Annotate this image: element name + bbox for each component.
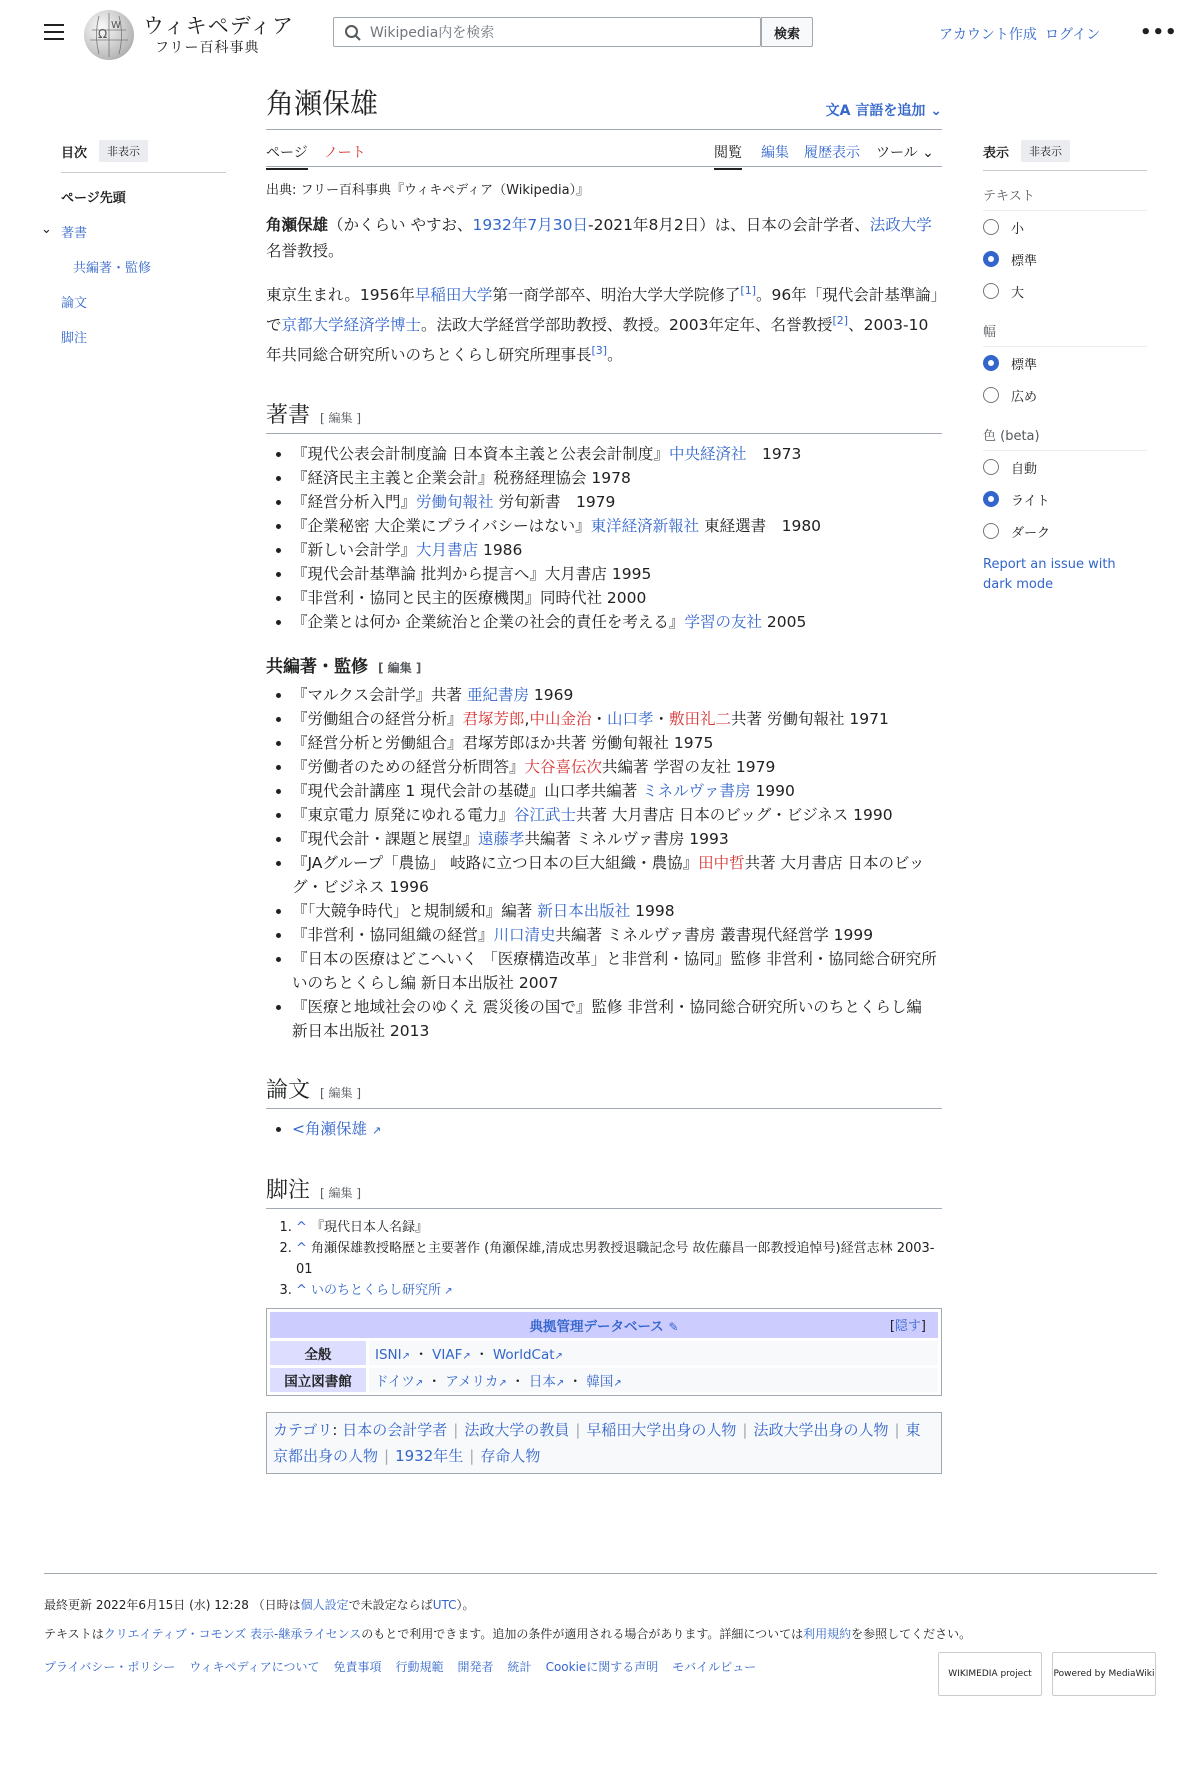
categories-link[interactable]: カテゴリ — [273, 1421, 333, 1440]
ref-1[interactable]: [1] — [740, 284, 757, 297]
toc-item-papers[interactable]: 論文 — [61, 296, 88, 311]
book-item: • 『現代公表会計制度論 日本資本主義と公表会計制度』中央経済社 1973 — [292, 442, 942, 466]
footer-link[interactable]: 免責事項 — [333, 1660, 382, 1674]
backref-caret[interactable]: ^ — [296, 1220, 312, 1236]
external-link-icon: ↗ — [554, 1351, 563, 1363]
site-wordmark[interactable]: ウィキペディア — [143, 14, 295, 38]
chevron-down-icon[interactable]: ⌄ — [41, 222, 52, 237]
book-item: • 『現代会計基準論 批判から提言へ』大月書店 1995 — [292, 562, 942, 586]
book-item: • 『経済民主主義と企業会計』税務経理協会 1978 — [292, 466, 942, 490]
page-footer — [44, 1573, 1157, 1679]
waseda-link[interactable]: 早稲田大学 — [414, 286, 493, 305]
section-notes: 脚注 [ 編集 ] — [266, 1173, 942, 1209]
footer-link[interactable]: Cookieに関する声明 — [545, 1660, 659, 1674]
table-of-contents — [41, 140, 226, 346]
width-standard[interactable]: 標準 — [983, 347, 1147, 379]
section-books: 著書 [ 編集 ] — [266, 398, 942, 434]
site-tagline: フリー百科事典 — [155, 40, 260, 56]
tab-page[interactable]: ページ — [266, 142, 308, 170]
width-label: 幅 — [983, 311, 1147, 347]
books-list — [266, 442, 942, 634]
kyoto-doctor-link[interactable]: 京都大学経済学博士 — [281, 316, 422, 335]
bio-paragraph: 東京生まれ。1956年早稲田大学第一商学部卒、明治大学大学院修了[1]。96年「現代会計基準論」で京都大学経済学博士。法政大学経営学部助教授、教授。2003年定年、名誉教授[2]、2003-10年共同総合研究所いのちとくらし研究所理事長[3]。 — [266, 284, 939, 365]
category-link[interactable]: 法政大学出身の人物 — [753, 1421, 889, 1440]
license-link[interactable]: クリエイティブ・コモンズ 表示-継承ライセンス — [103, 1627, 362, 1641]
article-content — [266, 86, 942, 1474]
category-separator: | — [894, 1421, 900, 1440]
backref-caret[interactable]: ^ — [296, 1241, 312, 1257]
coedited-item: • 『労働組合の経営分析』君塚芳郎,中山金治・山口孝・敷田礼二共著 労働旬報社 1971 — [292, 707, 942, 731]
book-item: • 『経営分析入門』労働旬報社 労旬新書 1979 — [292, 490, 942, 514]
coedited-item: • 『非営利・協同組織の経営』川口清史共編著 ミネルヴァ書房 叢書現代経営学 1999 — [292, 923, 942, 947]
book-item: • 『新しい会計学』大月書店 1986 — [292, 538, 942, 562]
footer-link[interactable]: 開発者 — [457, 1660, 494, 1674]
authority-link[interactable]: ISNI — [375, 1347, 402, 1364]
mediawiki-badge[interactable]: Powered by MediaWiki — [1052, 1652, 1156, 1696]
category-separator: | — [384, 1447, 390, 1466]
coedited-item: • 『「大競争時代」と規制緩和』編著 新日本出版社 1998 — [292, 899, 942, 923]
coedited-item: • 『東京電力 原発にゆれる電力』谷江武士共著 大月書店 日本のビッグ・ビジネス 1990 — [292, 803, 942, 827]
tab-read[interactable]: 閲覧 — [714, 142, 742, 170]
person-or-publisher-link[interactable]: 山口孝 — [607, 710, 654, 729]
authority-title[interactable]: 典拠管理データベース — [529, 1319, 664, 1336]
section-papers: 論文 [ 編集 ] — [266, 1073, 942, 1109]
category-link[interactable]: 早稲田大学出身の人物 — [586, 1421, 737, 1440]
more-options-icon[interactable]: ••• — [1140, 22, 1178, 43]
notes-list — [266, 1217, 942, 1302]
edit-coedited-link[interactable]: [ 編集 ] — [378, 661, 422, 676]
category-link[interactable]: 東京都出身の人物 — [273, 1421, 921, 1466]
text-size-large[interactable]: 大 — [983, 275, 1147, 307]
color-dark[interactable]: ダーク — [983, 515, 1147, 547]
book-publisher-link[interactable]: 大月書店 — [416, 541, 479, 560]
list-item — [292, 1117, 942, 1143]
external-link-icon: ↗ — [414, 1378, 424, 1390]
section-coedited: 共編著・監修 [ 編集 ] — [266, 657, 422, 678]
coedited-item: • 『医療と地域社会のゆくえ 震災後の国で』監修 非営利・協同総合研究所いのちとくらし編 新日本出版社 2013 — [292, 995, 942, 1043]
category-link[interactable]: 1932年生 — [395, 1447, 464, 1466]
external-link-icon: ↗ — [441, 1286, 453, 1298]
coedited-item: • 『日本の医療はどこへいく 「医療構造改革」と非営利・協同』監修 非営利・協同総合研究所いのちとくらし編 新日本出版社 2007 — [292, 947, 942, 995]
edit-books-link[interactable]: [ 編集 ] — [320, 411, 362, 426]
external-link-icon: ↗ — [371, 1124, 382, 1138]
person-or-publisher-link[interactable]: 新日本出版社 — [537, 902, 631, 921]
coedited-item: • 『労働者のための経営分析問答』大谷喜伝次共編著 学習の友社 1979 — [292, 755, 942, 779]
authority-link[interactable]: VIAF — [432, 1347, 463, 1364]
person-or-publisher-link[interactable]: 大谷喜伝次 — [524, 758, 603, 777]
search-button[interactable]: 検索 — [761, 17, 813, 47]
person-or-publisher-link[interactable]: 遠藤孝 — [478, 830, 525, 849]
authority-link[interactable]: 日本 — [528, 1374, 556, 1391]
book-item: • 『企業とは何か 企業統治と企業の社会的責任を考える』学習の友社 2005 — [292, 610, 942, 634]
book-item: • 『企業秘密 大企業にプライバシーはない』東洋経済新報社 東経選書 1980 — [292, 514, 942, 538]
ref-3[interactable]: [3] — [591, 344, 608, 358]
external-link-icon: ↗ — [613, 1378, 622, 1390]
authority-general-links: ISNI↗ ・ VIAF↗ ・ WorldCat↗ — [369, 1341, 938, 1365]
tab-edit[interactable]: 編集 — [761, 145, 789, 161]
login-link[interactable]: ログイン — [1045, 27, 1101, 43]
search-box — [333, 17, 761, 47]
width-wide[interactable]: 広め — [983, 379, 1147, 411]
toc-hide-button[interactable]: 非表示 — [99, 140, 148, 162]
terms-link[interactable]: 利用規約 — [803, 1627, 852, 1641]
text-size-small[interactable]: 小 — [983, 211, 1147, 243]
authority-link[interactable]: ドイツ — [375, 1374, 415, 1391]
pencil-icon[interactable]: ✎ — [668, 1320, 679, 1335]
color-label: 色 (beta) — [983, 415, 1147, 451]
tab-talk[interactable]: ノート — [324, 145, 366, 161]
authority-hide-link[interactable]: 隠す — [894, 1319, 921, 1335]
person-or-publisher-link[interactable]: 田中哲 — [698, 854, 745, 873]
search-icon — [344, 24, 362, 42]
note-item — [296, 1280, 942, 1302]
panel-title: 表示 — [983, 145, 1010, 161]
add-language-button[interactable]: 文A 言語を追加 ⌄ — [825, 103, 942, 119]
category-separator: | — [469, 1447, 475, 1466]
note-external-link[interactable]: いのちとくらし研究所 — [311, 1283, 442, 1299]
category-link[interactable]: 法政大学の教員 — [464, 1421, 570, 1440]
page-tabs — [266, 130, 942, 167]
authority-link[interactable]: 韓国 — [586, 1374, 614, 1391]
coedited-item: • 『現代会計講座 1 現代会計の基礎』山口孝共編著 ミネルヴァ書房 1990 — [292, 779, 942, 803]
footer-link[interactable]: ウィキペディアについて — [189, 1660, 320, 1674]
person-or-publisher-link[interactable]: 川口清史 — [493, 926, 556, 945]
footer-link[interactable]: プライバシー・ポリシー — [44, 1660, 176, 1674]
wikipedia-globe-logo[interactable] — [84, 10, 134, 60]
book-publisher-link[interactable]: 学習の友社 — [684, 613, 762, 632]
category-link[interactable]: 存命人物 — [480, 1447, 541, 1466]
tab-tools[interactable]: ツール ⌄ — [876, 145, 934, 161]
category-separator: | — [742, 1421, 748, 1440]
person-or-publisher-link[interactable]: ミネルヴァ書房 — [642, 782, 751, 801]
birth-date-link[interactable]: 1932年7月30日 — [472, 216, 588, 234]
utc-link[interactable]: UTC — [432, 1598, 457, 1612]
color-light[interactable]: ライト — [983, 483, 1147, 515]
paper-external-link[interactable]: <角瀬保雄 — [292, 1120, 367, 1139]
footer-link[interactable]: 行動規範 — [395, 1660, 444, 1674]
book-publisher-link[interactable]: 中央経済社 — [668, 445, 747, 464]
last-updated: 最終更新 2022年6月15日 (水) 12:28 （日時は個人設定で未設定ならばUTC）。 — [44, 1598, 475, 1612]
footer-link[interactable]: モバイルビュー — [672, 1660, 757, 1674]
category-separator: | — [575, 1421, 581, 1440]
coedited-item: • 『経営分析と労働組合』君塚芳郎ほか共著 労働旬報社 1975 — [292, 731, 942, 755]
person-or-publisher-link[interactable]: 亜紀書房 — [466, 686, 529, 705]
edit-papers-link[interactable]: [ 編集 ] — [320, 1086, 362, 1101]
color-auto[interactable]: 自動 — [983, 451, 1147, 483]
external-link-icon: ↗ — [401, 1351, 411, 1363]
ref-2[interactable]: [2] — [832, 314, 849, 328]
person-or-publisher-link[interactable]: 敷田礼二 — [669, 710, 732, 729]
person-or-publisher-link[interactable]: 谷江武士 — [513, 806, 576, 825]
coedited-item: • 『現代会計・課題と展望』遠藤孝共編著 ミネルヴァ書房 1993 — [292, 827, 942, 851]
main-menu-icon[interactable] — [44, 24, 64, 40]
page-title: 角瀬保雄 — [266, 86, 942, 130]
coedited-item: • 『マルクス会計学』共著 亜紀書房 1969 — [292, 683, 942, 707]
category-separator: | — [453, 1421, 459, 1440]
text-size-standard[interactable]: 標準 — [983, 243, 1147, 275]
translate-icon: 文A — [825, 103, 856, 119]
external-link-icon: ↗ — [498, 1378, 507, 1390]
categories-box: カテゴリ: 日本の会計学者 | 法政大学の教員 | 早稲田大学出身の人物 | 法政大学出身の人物 | 東京都出身の人物 | 1932年生 | 存命人物 — [266, 1412, 942, 1474]
backref-caret[interactable]: ^ — [296, 1283, 312, 1299]
authority-national-links: ドイツ↗ ・ アメリカ↗ ・ 日本↗ ・ 韓国↗ — [369, 1368, 938, 1392]
site-header — [0, 0, 1200, 66]
svg-text:Ω: Ω — [98, 27, 108, 41]
external-link-icon: ↗ — [555, 1378, 565, 1390]
book-item: • 『非営利・協同と民主的医療機関』同時代社 2000 — [292, 586, 942, 610]
external-link-icon: ↗ — [462, 1351, 471, 1363]
svg-text:W: W — [111, 20, 121, 31]
search-input[interactable] — [368, 22, 752, 44]
preferences-link[interactable]: 個人設定 — [300, 1598, 349, 1612]
toc-item-top[interactable]: ページ先頭 — [61, 191, 126, 206]
appearance-panel — [983, 140, 1147, 595]
toc-item-notes[interactable]: 脚注 — [61, 331, 88, 346]
license-text: テキストはクリエイティブ・コモンズ 表示-継承ライセンスのもとで利用できます。追加の条件が適用される場合があります。詳細については利用規約を参照してください。 — [44, 1627, 972, 1641]
authority-control-table: 典拠管理データベース ✎ [隠す] 全般 ISNI↗ ・ VIAF↗ ・ WorldCat↗ 国立図書館 ドイツ↗ ・ アメリカ↗ ・ 日本↗ ・ 韓国↗ — [266, 1308, 942, 1396]
edit-notes-link[interactable]: [ 編集 ] — [320, 1186, 362, 1201]
authority-national-label: 国立図書館 — [270, 1368, 366, 1392]
book-publisher-link[interactable]: 労働旬報社 — [416, 493, 494, 512]
note-item: 2. ^ 角瀬保雄教授略歴と主要著作 (角瀬保雄,清成忠男教授退職記念号 故佐藤昌一郎教授追悼号)経営志林 2003-01 — [296, 1238, 942, 1280]
toc-item-books[interactable]: 著書 — [61, 226, 88, 241]
footer-link[interactable]: 統計 — [507, 1660, 532, 1674]
authority-link[interactable]: WorldCat — [492, 1347, 555, 1364]
authority-general-label: 全般 — [270, 1341, 366, 1365]
panel-hide-button[interactable]: 非表示 — [1021, 140, 1070, 162]
create-account-link[interactable]: アカウント作成 — [939, 27, 1037, 43]
coedited-list — [266, 683, 942, 1043]
source-note: 出典: フリー百科事典『ウィキペディア（Wikipedia）』 — [266, 183, 590, 198]
authority-link[interactable]: アメリカ — [445, 1374, 499, 1391]
coedited-item: • 『JAグループ「農協」 岐路に立つ日本の巨大組織・農協』田中哲共著 大月書店 日本のビッグ・ビジネス 1996 — [292, 851, 942, 899]
text-size-label: テキスト — [983, 175, 1147, 211]
intro-paragraph: 角瀬保雄（かくらい やすお、1932年7月30日-2021年8月2日）は、日本の会計学者、法政大学名誉教授。 — [266, 216, 932, 260]
category-link[interactable]: 日本の会計学者 — [342, 1421, 448, 1440]
note-item: 1. ^ 『現代日本人名録』 — [296, 1217, 942, 1238]
book-publisher-link[interactable]: 東洋経済新報社 — [590, 517, 700, 536]
tab-history[interactable]: 履歴表示 — [804, 145, 860, 161]
wikimedia-badge[interactable]: WIKIMEDIA project — [938, 1652, 1042, 1696]
person-or-publisher-link[interactable]: 君塚芳郎 — [462, 710, 525, 729]
hosei-university-link[interactable]: 法政大学 — [869, 216, 932, 234]
report-dark-mode-link[interactable]: Report an issue with dark mode — [983, 557, 1116, 592]
person-or-publisher-link[interactable]: 中山金治 — [529, 710, 592, 729]
toc-title: 目次 — [61, 145, 88, 161]
toc-item-coedited[interactable]: 共編著・監修 — [73, 261, 152, 276]
